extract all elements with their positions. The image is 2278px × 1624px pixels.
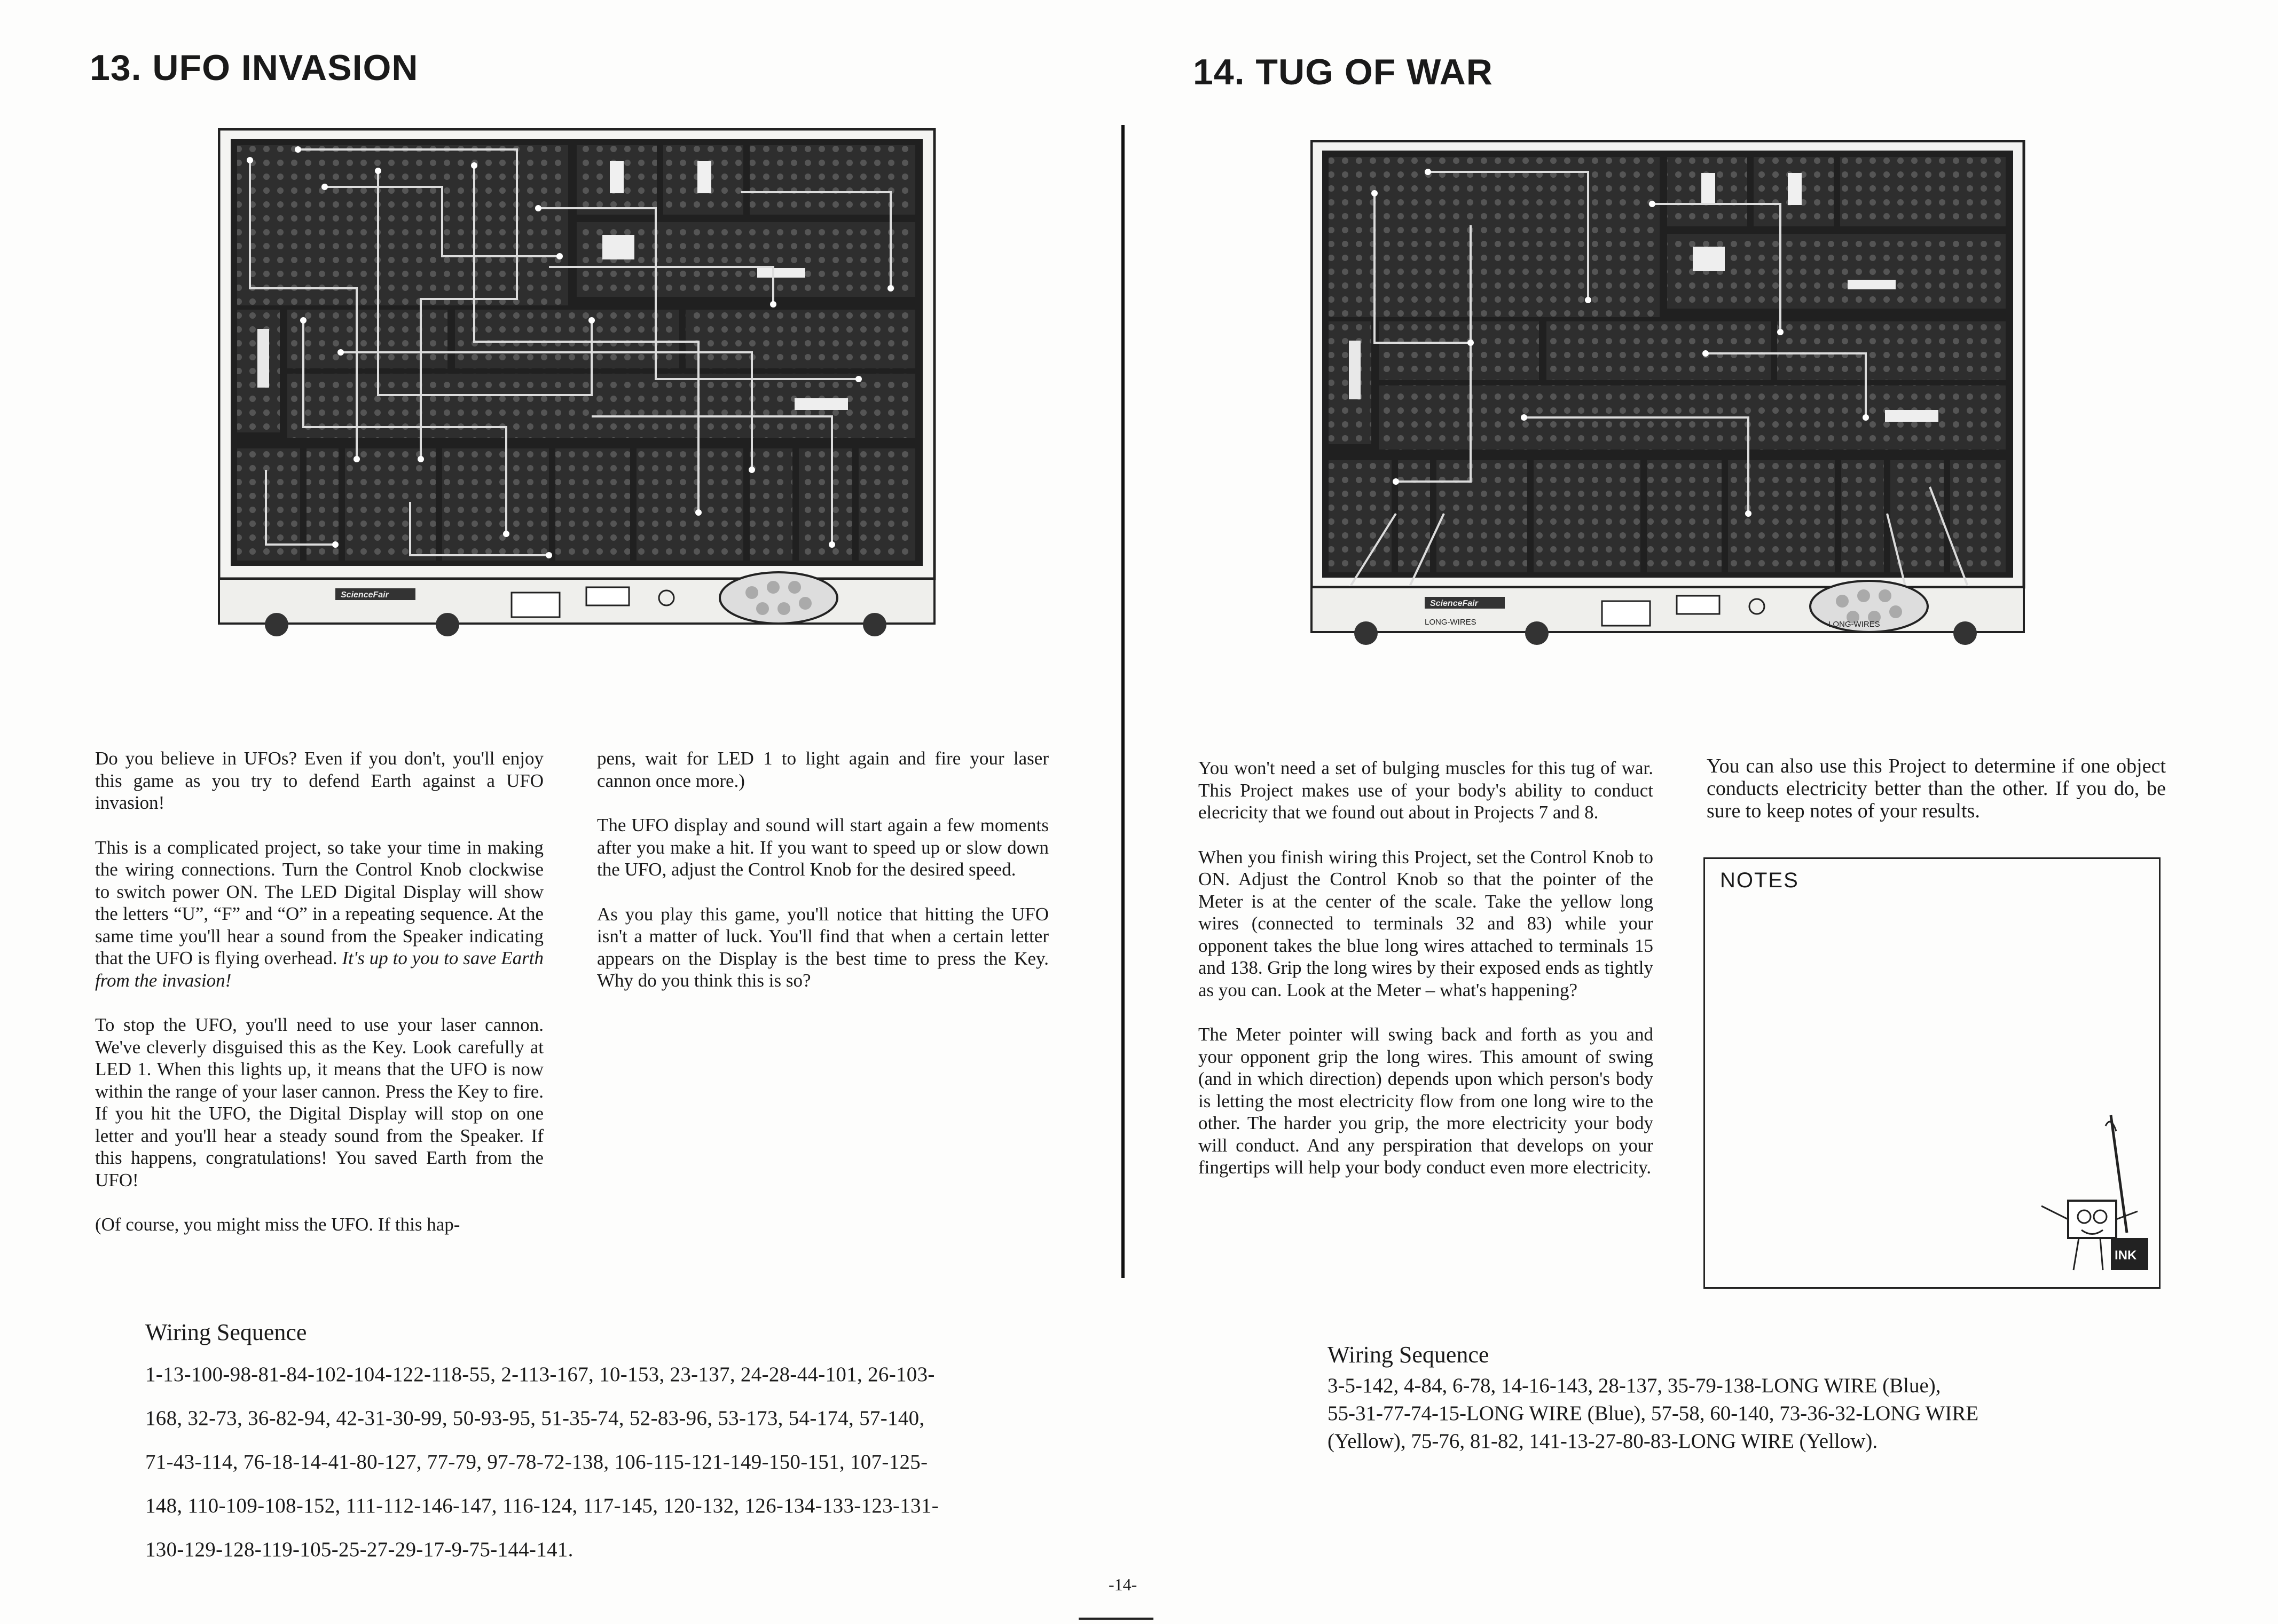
- tug-meter-paragraph: The Meter pointer will swing back and forth as you and your opponent grip the long wires. This amount of swing (and in which direction) depends upon which person's body is letting the most electricity flow from one long wire to the other. The harder you grip, the more electricity your body will conduct. And any perspiration that develops on your fingertips will help your body conduct even more electricity.: [1198, 1024, 1653, 1178]
- project-14-title: 14. TUG OF WAR: [1193, 52, 1493, 92]
- tug-wiring-line: (Yellow), 75-76, 81-82, 141-13-27-80-83-LONG WIRE (Yellow).: [1327, 1430, 1878, 1453]
- ufo-speed-paragraph: The UFO display and sound will start again a few moments after you make a hit. If you want to speed up or slow down the UFO, adjust the Control Knob for the desired speed.: [597, 815, 1049, 880]
- ufo-wiring-line: 168, 32-73, 36-82-94, 42-31-30-99, 50-93-95, 51-35-74, 52-83-96, 53-173, 54-174, 57-140,: [145, 1407, 925, 1430]
- ufo-intro-paragraph: Do you believe in UFOs? Even if you don't, you'll enjoy this game as you try to defend Earth against a UFO invasion!: [95, 748, 544, 813]
- kit-wiring-diagram: [1310, 140, 2026, 658]
- ufo-instructions-italic: It's up to you to save Earth from the invasion!: [95, 948, 544, 991]
- ink-label: INK: [2115, 1248, 2137, 1263]
- ufo-miss-continued: pens, wait for LED 1 to light again and fire your laser cannon once more.): [597, 748, 1049, 791]
- notes-box: [1703, 857, 2161, 1289]
- project-13-title: 13. UFO INVASION: [90, 48, 419, 88]
- kit-illustration-ufo: [218, 128, 937, 646]
- tug-column-2: [1707, 755, 2166, 845]
- kit-brand-label: ScienceFair: [1430, 599, 1478, 608]
- tug-wiring-line: 55-31-77-74-15-LONG WIRE (Blue), 57-58, 60-140, 73-36-32-LONG WIRE: [1327, 1402, 1979, 1425]
- kit-brand-label: ScienceFair: [341, 590, 389, 600]
- tug-instructions-paragraph: When you finish wiring this Project, set the Control Knob to ON. Adjust the Control Knob so that the pointer of the Meter is at the center of the scale. Take the yellow long wires (connected to terminals 32 and 83) while your opponent takes the blue long wires attached to terminals 15 and 138. Grip the long wires by their exposed ends as tightly as you can. Look at the Meter – what's happening?: [1198, 846, 1653, 1000]
- ufo-instructions-text: This is a complicated project, so take your time in making the wiring connections. Turn the Control Knob clockwise to switch power ON. The LED Digital Display will show the letters “U”, “F” and “O” in a repeating sequence. At the same time you'll hear a sound from the Speaker indicating that the UFO is flying overhead.: [95, 837, 544, 968]
- ufo-wiring-line: 1-13-100-98-81-84-102-104-122-118-55, 2-113-167, 10-153, 23-137, 24-28-44-101, 26-103-: [145, 1363, 935, 1386]
- ufo-laser-paragraph: To stop the UFO, you'll need to use your laser cannon. We've cleverly disguised this as the Key. Look carefully at LED 1. When this lights up, it means that the UFO is now within the range of your laser cannon. Press the Key to fire. If you hit the UFO, the Digital Display will stop on one letter and you'll hear a steady sound from the Speaker. If this happens, congratulations! You saved Earth from the UFO!: [95, 1014, 544, 1191]
- page-number: -14-: [1109, 1575, 1137, 1594]
- tug-wiring-line: 3-5-142, 4-84, 6-78, 14-16-143, 28-137, 35-79-138-LONG WIRE (Blue),: [1327, 1374, 1941, 1397]
- bottom-rule: [1079, 1618, 1153, 1620]
- ufo-wiring-line: 148, 110-109-108-152, 111-112-146-147, 116-124, 117-145, 120-132, 126-134-133-123-131-: [145, 1494, 939, 1517]
- ufo-wiring-sequence: [145, 1353, 1053, 1572]
- ufo-wiring-line: 130-129-128-119-105-25-27-29-17-9-75-144-141.: [145, 1538, 574, 1561]
- long-wires-label-left: LONG-WIRES: [1425, 618, 1476, 627]
- tug-wiring-sequence: [1327, 1372, 2107, 1455]
- ink-bottle-cartoon: [2031, 1110, 2154, 1281]
- ufo-luck-paragraph: As you play this game, you'll notice that hitting the UFO isn't a matter of luck. You'll find that when a certain letter appears on the Display is the best time to press the Key. Why do you think this is so?: [597, 903, 1049, 991]
- tug-wiring-title: Wiring Sequence: [1327, 1342, 1489, 1368]
- ufo-wiring-line: 71-43-114, 76-18-14-41-80-127, 77-79, 97-78-72-138, 106-115-121-149-150-151, 107-125-: [145, 1450, 928, 1473]
- tug-intro-paragraph: You won't need a set of bulging muscles for this tug of war. This Project makes use of your body's ability to conduct elecricity that we found out about in Projects 7 and 8.: [1198, 758, 1653, 823]
- ufo-column-1: [95, 747, 544, 1258]
- ufo-wiring-title: Wiring Sequence: [145, 1319, 307, 1345]
- long-wires-label-right: LONG-WIRES: [1828, 620, 1880, 629]
- kit-illustration-tug: [1310, 140, 2026, 658]
- page-divider: [1121, 125, 1125, 1278]
- tug-column-1: [1198, 757, 1653, 1201]
- notes-label: NOTES: [1720, 869, 1799, 892]
- ufo-miss-paragraph: (Of course, you might miss the UFO. If this hap-: [95, 1214, 460, 1235]
- ufo-instructions-paragraph: [95, 837, 544, 992]
- kit-wiring-diagram: [218, 128, 937, 646]
- ufo-column-2: [597, 747, 1049, 1014]
- tug-conductivity-paragraph: You can also use this Project to determine if one object conducts electricity better than the other. If you do, be sure to keep notes of your results.: [1707, 755, 2166, 822]
